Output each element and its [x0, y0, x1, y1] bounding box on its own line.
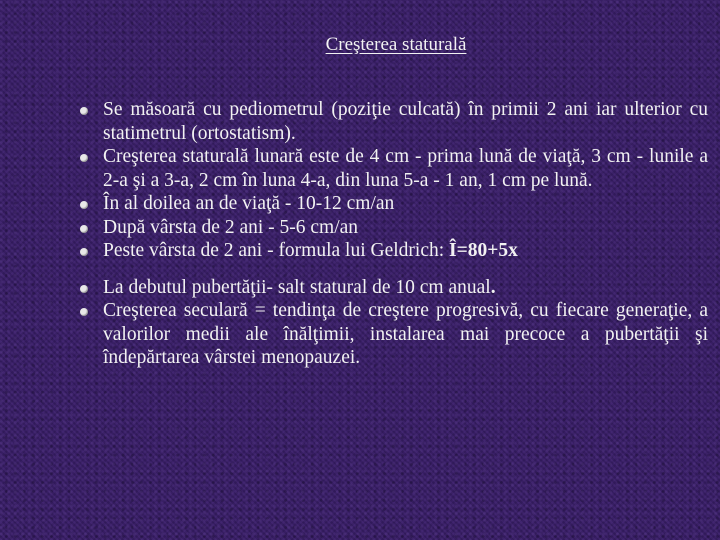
list-item: [78, 299, 708, 370]
geldrich-formula: Î=80+5x: [449, 240, 518, 261]
list-item: [78, 216, 708, 240]
bullet-text: După vârsta de 2 ani - 5-6 cm/an: [103, 216, 359, 238]
list-item: [78, 192, 708, 216]
bullet-icon: [80, 248, 88, 256]
list-item: [78, 145, 708, 192]
bullet-icon: [80, 107, 88, 115]
bullet-icon: [80, 225, 88, 233]
bullet-icon: [80, 201, 88, 209]
bullet-icon: [80, 308, 88, 316]
list-item: [78, 276, 708, 300]
bullet-suffix: .: [490, 276, 496, 298]
bullet-text: În al doilea an de viaţă - 10-12 cm/an: [103, 193, 395, 214]
list-item: [78, 98, 708, 145]
bullet-text: Se măsoară cu pediometrul (poziţie culcată) în primii 2 ani iar ulterior cu statimetrul (ortostatism).: [103, 99, 708, 144]
bullet-icon: [80, 154, 88, 162]
bullet-text: La debutul pubertăţii- salt statural de 10 cm anual: [103, 276, 491, 298]
bullet-text: Peste vârsta de 2 ani - formula lui Geldrich:: [103, 240, 450, 261]
slide-title: Creşterea staturală: [325, 34, 467, 55]
bullet-list: [78, 98, 708, 370]
bullet-text: Creşterea seculară = tendinţa de creştere progresivă, cu fiecare generaţie, a valorilor medii ale înălţimii, instalarea mai precoce a pubertăţii şi îndepărtarea vârstei menopauzei.: [103, 300, 708, 368]
list-item: [78, 239, 708, 263]
bullet-text: Creşterea staturală lunară este de 4 cm - prima lună de viaţă, 3 cm - lunile a 2-a şi a 3-a, 2 cm în luna 4-a, din luna 5-a - 1 an, 1 cm pe lună.: [103, 146, 708, 191]
bullet-icon: [80, 285, 88, 293]
